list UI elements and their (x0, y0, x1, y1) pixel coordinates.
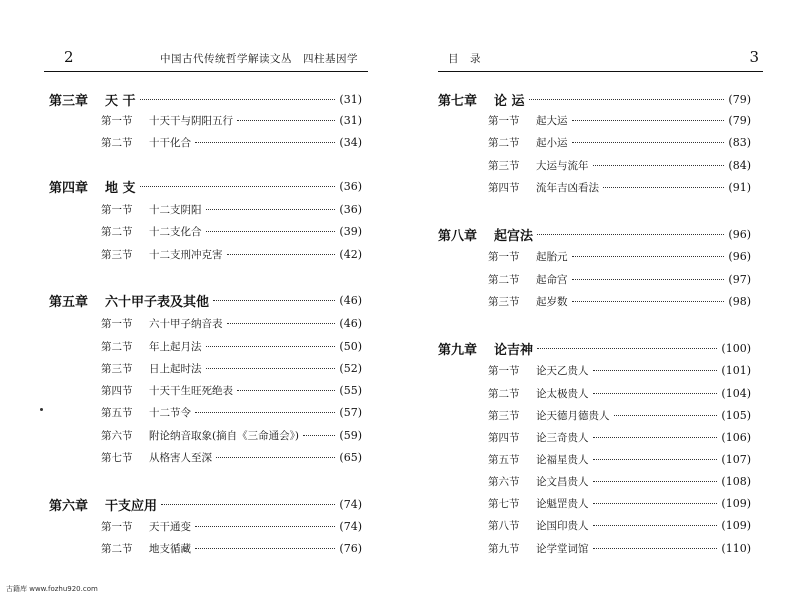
page-reference: (65) (339, 450, 362, 464)
page-reference: (74) (339, 497, 362, 511)
toc-section-entry (101, 403, 362, 421)
toc-chapter-entry (438, 90, 751, 108)
dot-leader (572, 292, 725, 302)
watermark: 古籍库 www.fozhu920.com (6, 585, 98, 593)
section-title: 论文昌贵人 (536, 475, 589, 488)
dot-leader (593, 539, 718, 549)
page-reference: (109) (721, 496, 751, 510)
toc-chapter-entry (49, 495, 362, 513)
dot-leader (227, 314, 336, 324)
toc-section-entry (101, 448, 362, 466)
section-number: 第八节 (488, 519, 520, 532)
running-header: 中国古代传统哲学解读文丛 四柱基因学 (160, 53, 358, 65)
dot-leader (140, 90, 336, 100)
dot-leader (161, 495, 335, 505)
section-title: 十天干生旺死绝表 (149, 384, 233, 397)
page-reference: (59) (339, 428, 362, 442)
page-reference: (98) (728, 294, 751, 308)
section-title: 附论纳音取象(摘自《三命通会》) (149, 429, 299, 442)
toc-section-entry (488, 133, 751, 151)
section-title: 年上起月法 (149, 340, 202, 353)
dot-leader (603, 178, 724, 188)
section-title: 六十甲子纳音表 (149, 317, 223, 330)
section-title: 论天乙贵人 (536, 364, 589, 377)
section-number: 第七节 (488, 497, 520, 510)
page-reference: (34) (339, 135, 362, 149)
section-number: 第四节 (101, 384, 133, 397)
section-number: 第一节 (101, 520, 133, 533)
dot-leader (572, 270, 725, 280)
page-reference: (42) (339, 247, 362, 261)
page-reference: (79) (728, 92, 751, 106)
page-reference: (104) (721, 386, 751, 400)
dot-leader (593, 472, 718, 482)
page-reference: (83) (728, 135, 751, 149)
dot-leader (237, 381, 335, 391)
section-title: 起小运 (536, 136, 568, 149)
page-reference: (96) (728, 227, 751, 241)
page-number: 2 (64, 48, 74, 66)
section-number: 第二节 (488, 136, 520, 149)
chapter-number: 第五章 (49, 294, 89, 310)
chapter-title: 地 支 (105, 180, 136, 196)
page-number: 3 (749, 48, 759, 66)
dot-leader (140, 177, 336, 187)
toc-section-entry (488, 156, 751, 174)
chapter-title: 起宫法 (494, 228, 534, 244)
dot-leader (195, 517, 335, 527)
section-number: 第九节 (488, 542, 520, 555)
section-number: 第二节 (101, 136, 133, 149)
section-title: 论太极贵人 (536, 387, 589, 400)
section-title: 天干通变 (149, 520, 191, 533)
section-title: 地支循藏 (149, 542, 191, 555)
toc-section-entry (488, 247, 751, 265)
left-page-header (44, 48, 368, 68)
dot-leader (572, 247, 725, 257)
dot-leader (237, 111, 335, 121)
page-reference: (105) (721, 408, 751, 422)
dot-leader (195, 133, 335, 143)
toc-section-entry (488, 472, 751, 490)
left-page (0, 0, 396, 599)
section-number: 第三节 (101, 362, 133, 375)
dot-leader (213, 291, 335, 301)
toc-section-entry (488, 384, 751, 402)
scan-speck (40, 408, 43, 411)
page-reference: (36) (339, 202, 362, 216)
dot-leader (593, 156, 725, 166)
toc-section-entry (101, 200, 362, 218)
page-reference: (31) (339, 92, 362, 106)
page-reference: (97) (728, 272, 751, 286)
header-rule (44, 71, 368, 72)
chapter-number: 第四章 (49, 180, 89, 196)
toc-section-entry (101, 314, 362, 332)
dot-leader (195, 539, 335, 549)
dot-leader (537, 225, 724, 235)
toc-section-entry (101, 222, 362, 240)
dot-leader (206, 200, 336, 210)
section-number: 第二节 (488, 273, 520, 286)
section-number: 第三节 (488, 295, 520, 308)
section-number: 第五节 (101, 406, 133, 419)
page-reference: (109) (721, 518, 751, 532)
page-reference: (84) (728, 158, 751, 172)
section-number: 第六节 (488, 475, 520, 488)
dot-leader (537, 339, 717, 349)
section-title: 论魁罡贵人 (536, 497, 589, 510)
dot-leader (195, 403, 335, 413)
chapter-title: 论吉神 (494, 342, 534, 358)
chapter-number: 第九章 (438, 342, 478, 358)
running-header: 目 录 (448, 53, 481, 65)
toc-section-entry (101, 359, 362, 377)
section-title: 流年吉凶看法 (536, 181, 599, 194)
page-reference: (106) (721, 430, 751, 444)
page-reference: (52) (339, 361, 362, 375)
dot-leader (593, 384, 718, 394)
header-rule (438, 71, 763, 72)
section-number: 第一节 (488, 114, 520, 127)
section-title: 起岁数 (536, 295, 568, 308)
dot-leader (303, 426, 335, 436)
page-reference: (39) (339, 224, 362, 238)
chapter-title: 论 运 (494, 93, 525, 109)
page-reference: (79) (728, 113, 751, 127)
toc-chapter-entry (49, 291, 362, 309)
page-reference: (36) (339, 179, 362, 193)
page-reference: (107) (721, 452, 751, 466)
dot-leader (614, 406, 718, 416)
section-number: 第四节 (488, 431, 520, 444)
dot-leader (572, 111, 725, 121)
right-page-header (438, 48, 763, 68)
section-title: 十二支阴阳 (149, 203, 202, 216)
chapter-title: 六十甲子表及其他 (105, 294, 210, 310)
toc-section-entry (488, 361, 751, 379)
toc-section-entry (101, 245, 362, 263)
section-number: 第六节 (101, 429, 133, 442)
section-number: 第一节 (101, 317, 133, 330)
toc-section-entry (101, 111, 362, 129)
toc-chapter-entry (49, 90, 362, 108)
toc-section-entry (488, 539, 751, 557)
page-reference: (74) (339, 519, 362, 533)
dot-leader (529, 90, 725, 100)
section-number: 第三节 (101, 248, 133, 261)
section-title: 日上起时法 (149, 362, 202, 375)
page-reference: (55) (339, 383, 362, 397)
dot-leader (593, 516, 718, 526)
dot-leader (593, 450, 718, 460)
page-reference: (91) (728, 180, 751, 194)
chapter-number: 第八章 (438, 228, 478, 244)
section-title: 论福星贵人 (536, 453, 589, 466)
section-number: 第二节 (488, 387, 520, 400)
dot-leader (572, 133, 725, 143)
toc-section-entry (488, 494, 751, 512)
section-title: 从格害人至深 (149, 451, 212, 464)
dot-leader (206, 222, 336, 232)
section-title: 论三奇贵人 (536, 431, 589, 444)
page-reference: (46) (339, 293, 362, 307)
section-number: 第四节 (488, 181, 520, 194)
section-title: 起命宫 (536, 273, 568, 286)
chapter-number: 第七章 (438, 93, 478, 109)
section-title: 十二节令 (149, 406, 191, 419)
section-title: 十二支刑冲克害 (149, 248, 223, 261)
toc-section-entry (101, 133, 362, 151)
toc-section-entry (101, 426, 362, 444)
chapter-number: 第三章 (49, 93, 89, 109)
chapter-title: 天 干 (105, 93, 136, 109)
section-number: 第一节 (101, 203, 133, 216)
dot-leader (593, 494, 718, 504)
section-title: 十二支化合 (149, 225, 202, 238)
section-title: 大运与流年 (536, 159, 589, 172)
toc-section-entry (488, 292, 751, 310)
toc-chapter-entry (438, 339, 751, 357)
page-reference: (50) (339, 339, 362, 353)
dot-leader (216, 448, 335, 458)
section-number: 第二节 (101, 542, 133, 555)
toc-section-entry (488, 406, 751, 424)
section-number: 第五节 (488, 453, 520, 466)
right-page (396, 0, 793, 599)
page-reference: (110) (721, 541, 751, 555)
section-number: 第一节 (101, 114, 133, 127)
page-reference: (100) (721, 341, 751, 355)
toc-chapter-entry (438, 225, 751, 243)
toc-section-entry (101, 517, 362, 535)
page-reference: (31) (339, 113, 362, 127)
page-reference: (101) (721, 363, 751, 377)
section-title: 论国印贵人 (536, 519, 589, 532)
section-number: 第二节 (101, 340, 133, 353)
page-reference: (46) (339, 316, 362, 330)
section-number: 第一节 (488, 250, 520, 263)
dot-leader (227, 245, 336, 255)
section-title: 十干化合 (149, 136, 191, 149)
section-title: 十天干与阴阳五行 (149, 114, 233, 127)
toc-section-entry (488, 450, 751, 468)
section-number: 第一节 (488, 364, 520, 377)
chapter-title: 干支应用 (105, 498, 158, 514)
section-title: 论学堂词馆 (536, 542, 589, 555)
section-number: 第二节 (101, 225, 133, 238)
dot-leader (206, 337, 336, 347)
section-number: 第三节 (488, 159, 520, 172)
dot-leader (593, 361, 718, 371)
toc-section-entry (101, 539, 362, 557)
toc-section-entry (488, 516, 751, 534)
toc-section-entry (488, 111, 751, 129)
chapter-number: 第六章 (49, 498, 89, 514)
page-reference: (57) (339, 405, 362, 419)
page-reference: (96) (728, 249, 751, 263)
toc-section-entry (101, 381, 362, 399)
section-title: 起大运 (536, 114, 568, 127)
section-title: 起胎元 (536, 250, 568, 263)
section-title: 论天德月德贵人 (536, 409, 610, 422)
toc-section-entry (488, 178, 751, 196)
section-number: 第三节 (488, 409, 520, 422)
toc-section-entry (488, 270, 751, 288)
dot-leader (593, 428, 718, 438)
toc-section-entry (101, 337, 362, 355)
toc-chapter-entry (49, 177, 362, 195)
page-reference: (76) (339, 541, 362, 555)
page-reference: (108) (721, 474, 751, 488)
dot-leader (206, 359, 336, 369)
toc-section-entry (488, 428, 751, 446)
section-number: 第七节 (101, 451, 133, 464)
